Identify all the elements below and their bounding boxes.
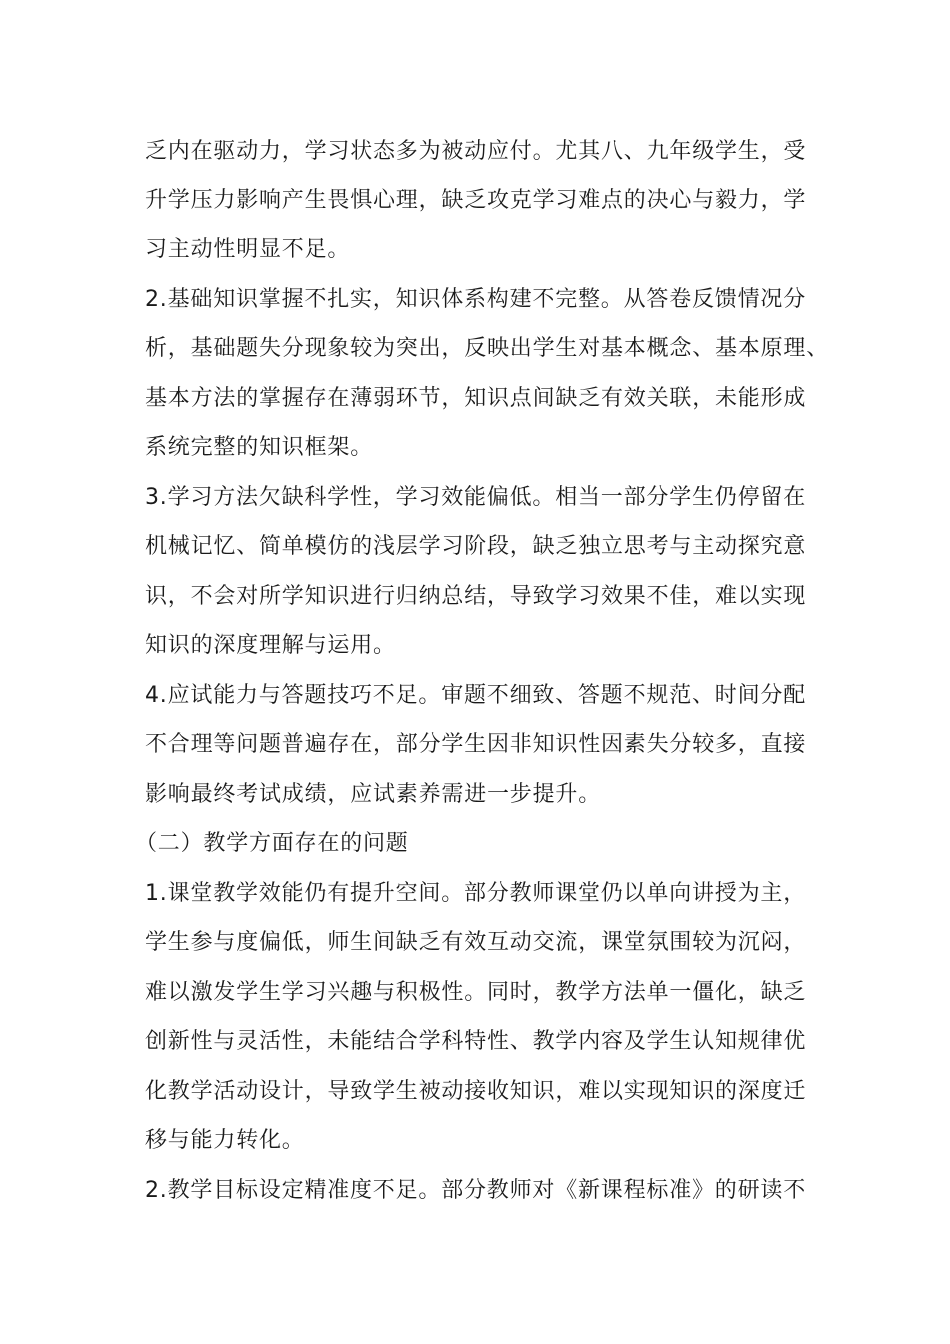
text-line: 1.课堂教学效能仍有提升空间。部分教师课堂仍以单向讲授为主，	[145, 881, 806, 906]
text-line: 难以激发学生学习兴趣与积极性。同时，教学方法单一僵化，缺乏	[145, 980, 807, 1005]
text-line: 习主动性明显不足。	[145, 237, 351, 262]
text-line: 2.基础知识掌握不扎实，知识体系构建不完整。从答卷反馈情况分	[145, 287, 806, 312]
section-heading: （二）教学方面存在的问题	[135, 831, 409, 856]
text-line: 移与能力转化。	[145, 1128, 305, 1153]
text-line: 系统完整的知识框架。	[145, 435, 374, 460]
text-line: 升学压力影响产生畏惧心理，缺乏攻克学习难点的决心与毅力，学	[145, 188, 807, 213]
text-line: 基本方法的掌握存在薄弱环节，知识点间缺乏有效关联，未能形成	[145, 386, 807, 411]
text-line: 识，不会对所学知识进行归纳总结，导致学习效果不佳，难以实现	[145, 584, 807, 609]
text-line: 析，基础题失分现象较为突出，反映出学生对基本概念、基本原理、	[145, 336, 830, 361]
text-line: 影响最终考试成绩，应试素养需进一步提升。	[145, 782, 602, 807]
text-line: 机械记忆、简单模仿的浅层学习阶段，缺乏独立思考与主动探究意	[145, 534, 807, 559]
text-line: 学生参与度偏低，师生间缺乏有效互动交流，课堂氛围较为沉闷，	[145, 930, 807, 955]
text-line: 知识的深度理解与运用。	[145, 633, 396, 658]
text-line: 乏内在驱动力，学习状态多为被动应付。尤其八、九年级学生，受	[145, 139, 807, 164]
text-line: 创新性与灵活性，未能结合学科特性、教学内容及学生认知规律优	[145, 1029, 807, 1054]
text-line: 化教学活动设计，导致学生被动接收知识，难以实现知识的深度迁	[145, 1079, 807, 1104]
text-line: 4.应试能力与答题技巧不足。审题不细致、答题不规范、时间分配	[145, 683, 806, 708]
text-line: 2.教学目标设定精准度不足。部分教师对《新课程标准》的研读不	[145, 1178, 806, 1203]
text-line: 3.学习方法欠缺科学性，学习效能偏低。相当一部分学生仍停留在	[145, 485, 806, 510]
text-line: 不合理等问题普遍存在，部分学生因非知识性因素失分较多，直接	[145, 732, 807, 757]
